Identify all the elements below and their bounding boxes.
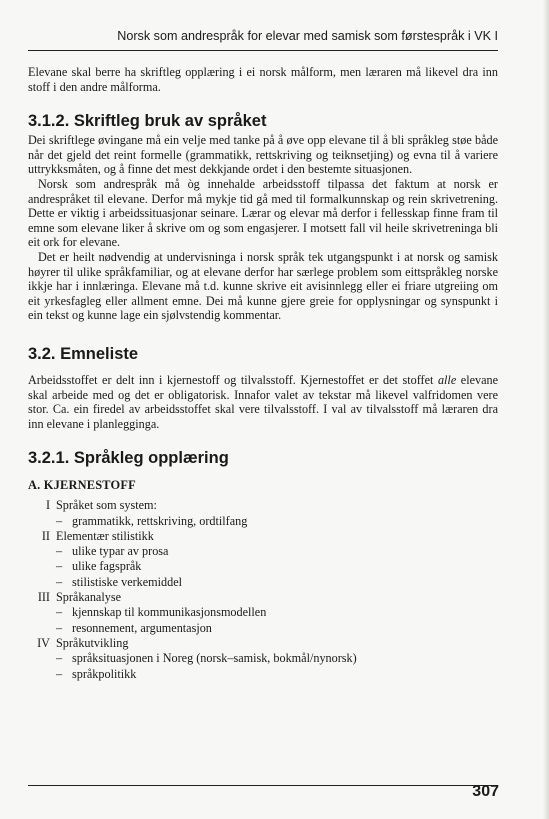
dash-bullet: – (56, 666, 63, 681)
item-text: ulike fagspråk (72, 559, 142, 574)
topic-outline (28, 498, 498, 682)
outline-item (28, 621, 498, 636)
item-text: stilistiske verkemiddel (72, 574, 183, 589)
header-rule (28, 50, 498, 51)
outline-group-1 (28, 498, 498, 513)
outline-group-3 (28, 590, 498, 605)
dash-bullet: – (56, 620, 63, 635)
outline-item (28, 514, 498, 529)
item-text: språkpolitikk (72, 666, 137, 681)
outline-item (28, 605, 498, 620)
emneliste-text-b: elevane skal arbeide med og det er obligatorisk. Innafor valet av tekstar må likevel valfridomen vere stor. Ca. ein firedel av arbeidsstoffet skal vere tilvalsstoff. I val av tilvalsstoff må læraren dra inn elevane i planlegginga. (28, 372, 499, 431)
dash-bullet: – (56, 559, 63, 574)
item-text: språksituasjonen i Noreg (norsk–samisk, bokmål/nynorsk) (72, 651, 357, 666)
outline-group-2 (28, 529, 498, 544)
section-heading-3-1-2: 3.1.2. Skriftleg bruk av språket (28, 112, 267, 131)
dash-bullet: – (56, 605, 63, 620)
section-heading-3-2-1: 3.2.1. Språkleg opplæring (28, 449, 229, 468)
outline-item (28, 559, 498, 574)
kjernestoff-heading: A. KJERNESTOFF (28, 478, 136, 493)
roman-numeral: I (45, 498, 50, 513)
group-title: Elementær stilistikk (56, 528, 154, 543)
intro-paragraph: Elevane skal berre ha skriftleg opplæring i ei norsk målform, men læraren må likevel dra inn stoff i den andre målforma. (28, 65, 498, 94)
emneliste-text-a: Arbeidsstoffet er delt inn i kjernestoff og tilvalsstoff. Kjernestoffet er det stoffet (28, 372, 438, 387)
section-heading-3-2: 3.2. Emneliste (28, 344, 139, 363)
dash-bullet: – (56, 513, 63, 528)
outline-item (28, 667, 498, 682)
running-header: Norsk som andrespråk for elevar med samisk som førstespråk i VK I (117, 29, 498, 43)
group-title: Språkutvikling (56, 635, 129, 650)
outline-group-4 (28, 636, 498, 651)
group-title: Språkanalyse (56, 590, 121, 605)
page-edge-shadow (543, 0, 549, 819)
page-number: 307 (472, 783, 499, 800)
roman-numeral: III (37, 590, 50, 605)
item-text: ulike typar av prosa (72, 544, 169, 559)
group-title: Språket som system: (56, 498, 157, 513)
dash-bullet: – (56, 544, 63, 559)
item-text: grammatikk, rettskriving, ordtilfang (72, 513, 248, 528)
outline-item (28, 575, 498, 590)
item-text: resonnement, argumentasjon (72, 620, 212, 635)
roman-numeral: IV (37, 635, 50, 650)
paragraph-2: Norsk som andrespråk må òg innehalde arbeidsstoff tilpassa det faktum at norsk er andrespråket til elevane. Derfor må mykje tid gå med til formalkunnskap og rein skrivetrening. Dette er viktig i arbeidssituasjonar seinare. Lærar og elevar må derfor i fellesskap finne fram til emne som elevane liker å skrive om og som engasjerer. I motsett fall vil heile skrivetreninga bli eit ork for elevane. (28, 176, 498, 250)
page-body (28, 65, 498, 682)
paragraph-1: Dei skriftlege øvingane må ein velje med tanke på å øve opp elevane til å bli språkleg støe både når det gjeld det reint formelle (grammatikk, rettskriving og teiknsetjing) og evna til å variere uttrykksmåten, og å finne det mest dekkjande ordet i den bestemte situasjonen. (28, 133, 498, 177)
emneliste-emphasis: alle (437, 372, 457, 387)
roman-numeral: II (41, 528, 50, 543)
dash-bullet: – (56, 574, 63, 589)
footer-rule (28, 785, 498, 786)
paragraph-3: Det er heilt nødvendig at undervisninga i norsk språk tek utgangspunkt i at norsk og samisk høyrer til ulike språkfamiliar, og at elevane derfor har særlege problem som eittspråkleg norske ikkje har i innlæringa. Elevane må t.d. kunne skrive eit avisinnlegg eller ei friare utgreiing om eit yrkesfagleg eller allment emne. Dei må kunne gjere greie for opplysningar og synspunkt i ein tekst og kunne lage ein sjølvstendig kommentar. (28, 249, 498, 323)
item-text: kjennskap til kommunikasjonsmodellen (72, 605, 267, 620)
dash-bullet: – (56, 651, 63, 666)
outline-item (28, 651, 498, 666)
outline-item (28, 544, 498, 559)
emneliste-paragraph (28, 373, 498, 431)
